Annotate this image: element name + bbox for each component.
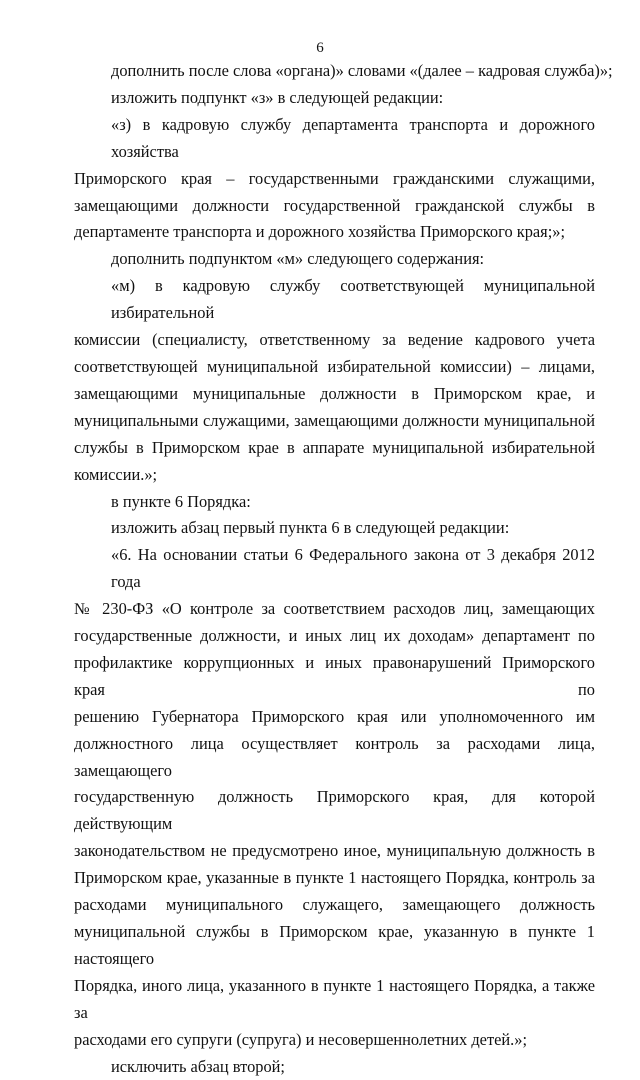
text-line: государственную должность Приморского края, для которой действующим: [74, 787, 595, 834]
text-line: Приморском крае, указанные в пункте 1 настоящего Порядка, контроль за: [74, 868, 595, 888]
text-line: решению Губернатора Приморского края или уполномоченного им: [74, 706, 595, 726]
text-line: профилактике коррупционных и иных правонарушений Приморского края по: [74, 652, 595, 699]
text-line: комиссии.»;: [74, 464, 158, 484]
text-line: расходами муниципального служащего, замещающего должность: [74, 895, 595, 915]
text-line: в пункте 6 Порядка:: [111, 491, 251, 511]
text-line: дополнить подпунктом «м» следующего содержания:: [111, 249, 485, 269]
text-line: Порядка, иного лица, указанного в пункте 1 настоящего Порядка, а также за: [74, 975, 595, 1022]
text-line: «м) в кадровую службу соответствующей муниципальной избирательной: [111, 276, 595, 323]
text-line: исключить абзац второй;: [111, 1056, 285, 1076]
text-line: изложить абзац первый пункта 6 в следующей редакции:: [111, 518, 510, 538]
text-line: замещающими муниципальные должности в Приморском крае, и: [74, 383, 595, 403]
document-body: [74, 58, 613, 1080]
text-line: дополнить после слова «органа)» словами «(далее – кадровая служба)»;: [111, 61, 613, 80]
text-line: департаменте транспорта и дорожного хозяйства Приморского края;»;: [74, 222, 566, 242]
text-line: соответствующей муниципальной избирательной комиссии) – лицами,: [74, 356, 595, 376]
text-line: должностного лица осуществляет контроль за расходами лица, замещающего: [74, 733, 595, 780]
text-line: муниципальными служащими, замещающими должности муниципальной: [74, 410, 595, 430]
text-line: службы в Приморском крае в аппарате муниципальной избирательной: [74, 437, 595, 457]
text-line: комиссии (специалисту, ответственному за ведение кадрового учета: [74, 330, 595, 350]
text-line: расходами его супруги (супруга) и несовершеннолетних детей.»;: [74, 1029, 528, 1049]
text-line: законодательством не предусмотрено иное, муниципальную должность в: [74, 841, 595, 861]
text-line: «з) в кадровую службу департамента транспорта и дорожного хозяйства: [111, 114, 595, 161]
text-line: № 230-ФЗ «О контроле за соответствием расходов лиц, замещающих: [74, 599, 595, 619]
text-line: муниципальной службы в Приморском крае, указанную в пункте 1 настоящего: [74, 922, 595, 968]
text-line: Приморского края – государственными гражданскими служащими,: [74, 168, 595, 188]
text-line: изложить подпункт «з» в следующей редакции:: [111, 87, 444, 107]
text-line: замещающими должности государственной гражданской службы в: [74, 195, 595, 215]
text-line: «6. На основании статьи 6 Федерального закона от 3 декабря 2012 года: [111, 545, 595, 592]
text-line: государственные должности, и иных лиц их доходам» департамент по: [74, 626, 595, 646]
page-number: 6: [316, 40, 324, 56]
